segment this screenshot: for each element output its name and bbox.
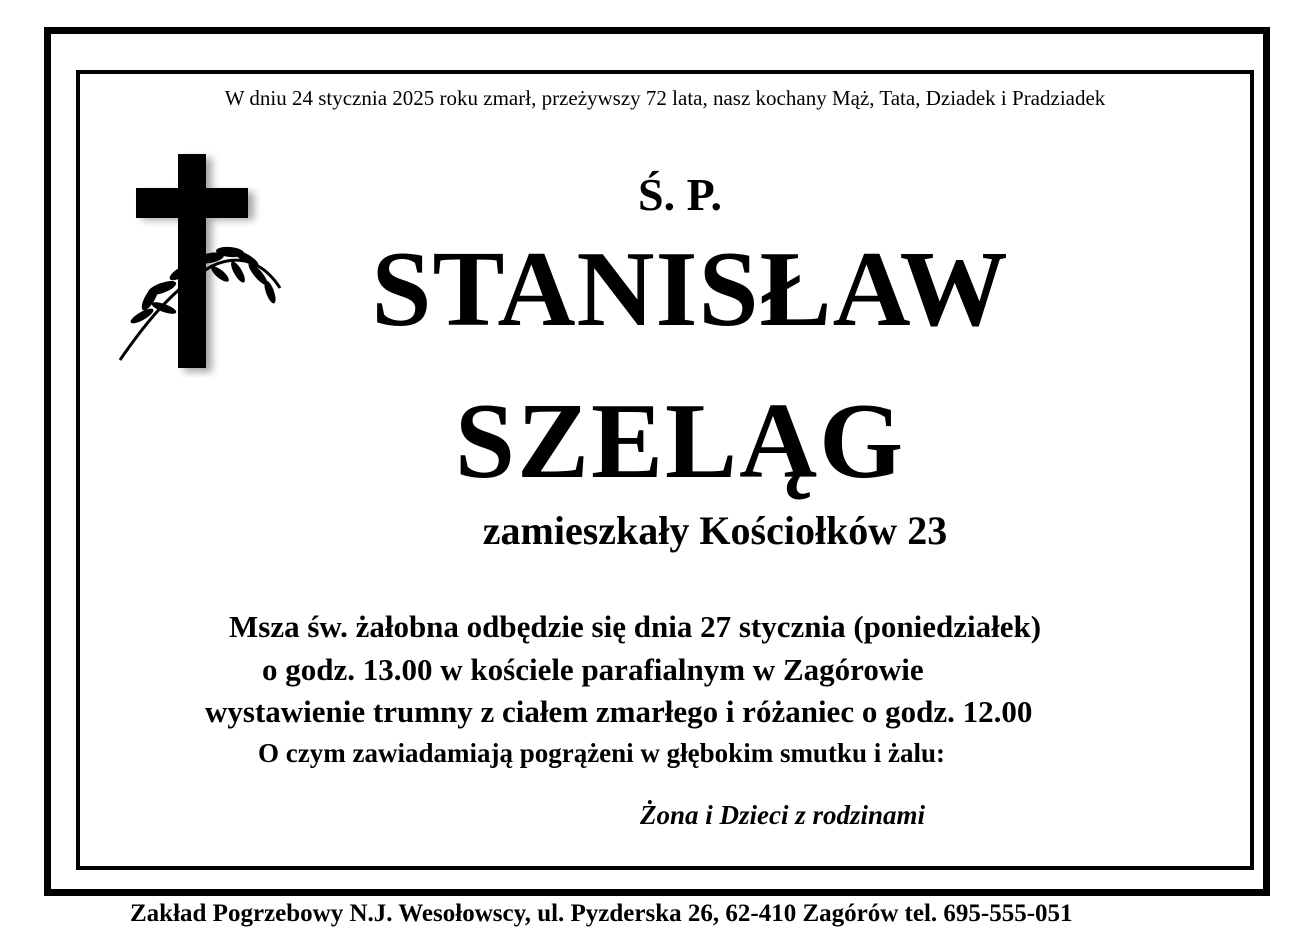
deceased-last-name: SZELĄG xyxy=(454,382,906,501)
notification-text: O czym zawiadamiają pogrążeni w głębokim smutku i żalu: xyxy=(258,738,945,768)
mass-info-line: Msza św. żałobna odbędzie się dnia 27 stycznia (poniedziałek) xyxy=(229,609,1042,644)
mass-info-line: wystawienie trumny z ciałem zmarłego i różaniec o godz. 12.00 xyxy=(205,694,1033,729)
intro-text: W dniu 24 stycznia 2025 roku zmarł, przeżywszy 72 lata, nasz kochany Mąż, Tata, Dziadek i Pradziadek xyxy=(224,86,1106,110)
cross-with-palm-branch-icon xyxy=(112,148,292,378)
residence-text: zamieszkały Kościołków 23 xyxy=(482,508,948,553)
mass-info-line: o godz. 13.00 w kościele parafialnym w Zagórowie xyxy=(262,652,924,687)
deceased-first-name: STANISŁAW xyxy=(371,230,1009,349)
signature-text: Żona i Dzieci z rodzinami xyxy=(640,800,926,830)
honorific: Ś. P. xyxy=(638,169,722,220)
funeral-home-footer: Zakład Pogrzebowy N.J. Wesołowscy, ul. Pyzderska 26, 62-410 Zagórów tel. 695-555-051 xyxy=(130,900,1073,927)
